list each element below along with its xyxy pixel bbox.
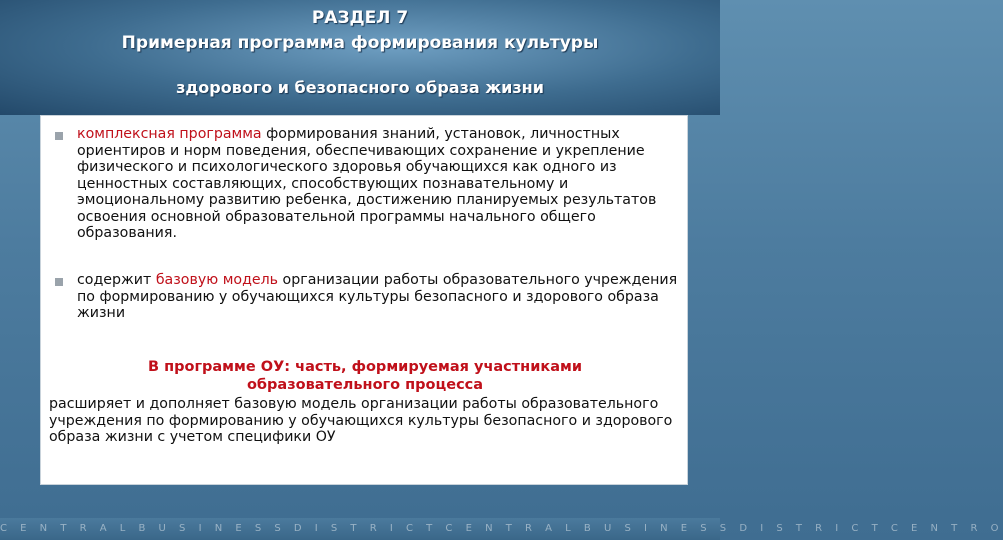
bullet-1-body: формирования знаний, установок, личностных ориентиров и норм поведения, обеспечивающих сохранение и укрепление физического и психологического здоровья обучающихся как одного из ценностных составляющих, способствующих познавательному и эмоциональному развитию ребенка, достижению планируемых результатов освоения основной образовательной программы начального общего образования.: [77, 126, 657, 241]
bullet-square-icon: [55, 132, 63, 140]
highlight-term: базовую модель: [155, 272, 279, 288]
bullet-2-pre: содержит: [77, 272, 156, 288]
bullet-2-text: [77, 272, 679, 322]
highlight-term: комплексная программа: [77, 126, 262, 142]
bullet-2-body: организации работы образовательного учреждения по формированию у обучающихся культуры безопасного и здорового образа жизни: [77, 272, 678, 321]
section-title: РАЗДЕЛ 7: [311, 8, 409, 28]
decorative-footer-strip: C E N T R A L B U S I N E S S D I S T R I C T C E N T R A L B U S I N E S S D I S T R I C T C E N T R O: [0, 518, 720, 540]
content-panel: [40, 115, 688, 485]
ou-heading-line2: образовательного процесса: [246, 377, 484, 393]
ou-heading-line1: В программе ОУ: часть, формируемая участниками: [147, 359, 582, 375]
slide-header: [0, 0, 720, 115]
bullet-1-text: [77, 126, 679, 242]
slide-title-line2: здорового и безопасного образа жизни: [176, 78, 544, 97]
bullet-square-icon: [55, 278, 63, 286]
closing-text: расширяет и дополняет базовую модель организации работы образовательного учреждения по формированию у обучающихся культуры безопасного и здорового образа жизни с учетом специфики ОУ: [49, 396, 673, 445]
slide-title-line1: Примерная программа формирования культуры: [121, 33, 599, 53]
